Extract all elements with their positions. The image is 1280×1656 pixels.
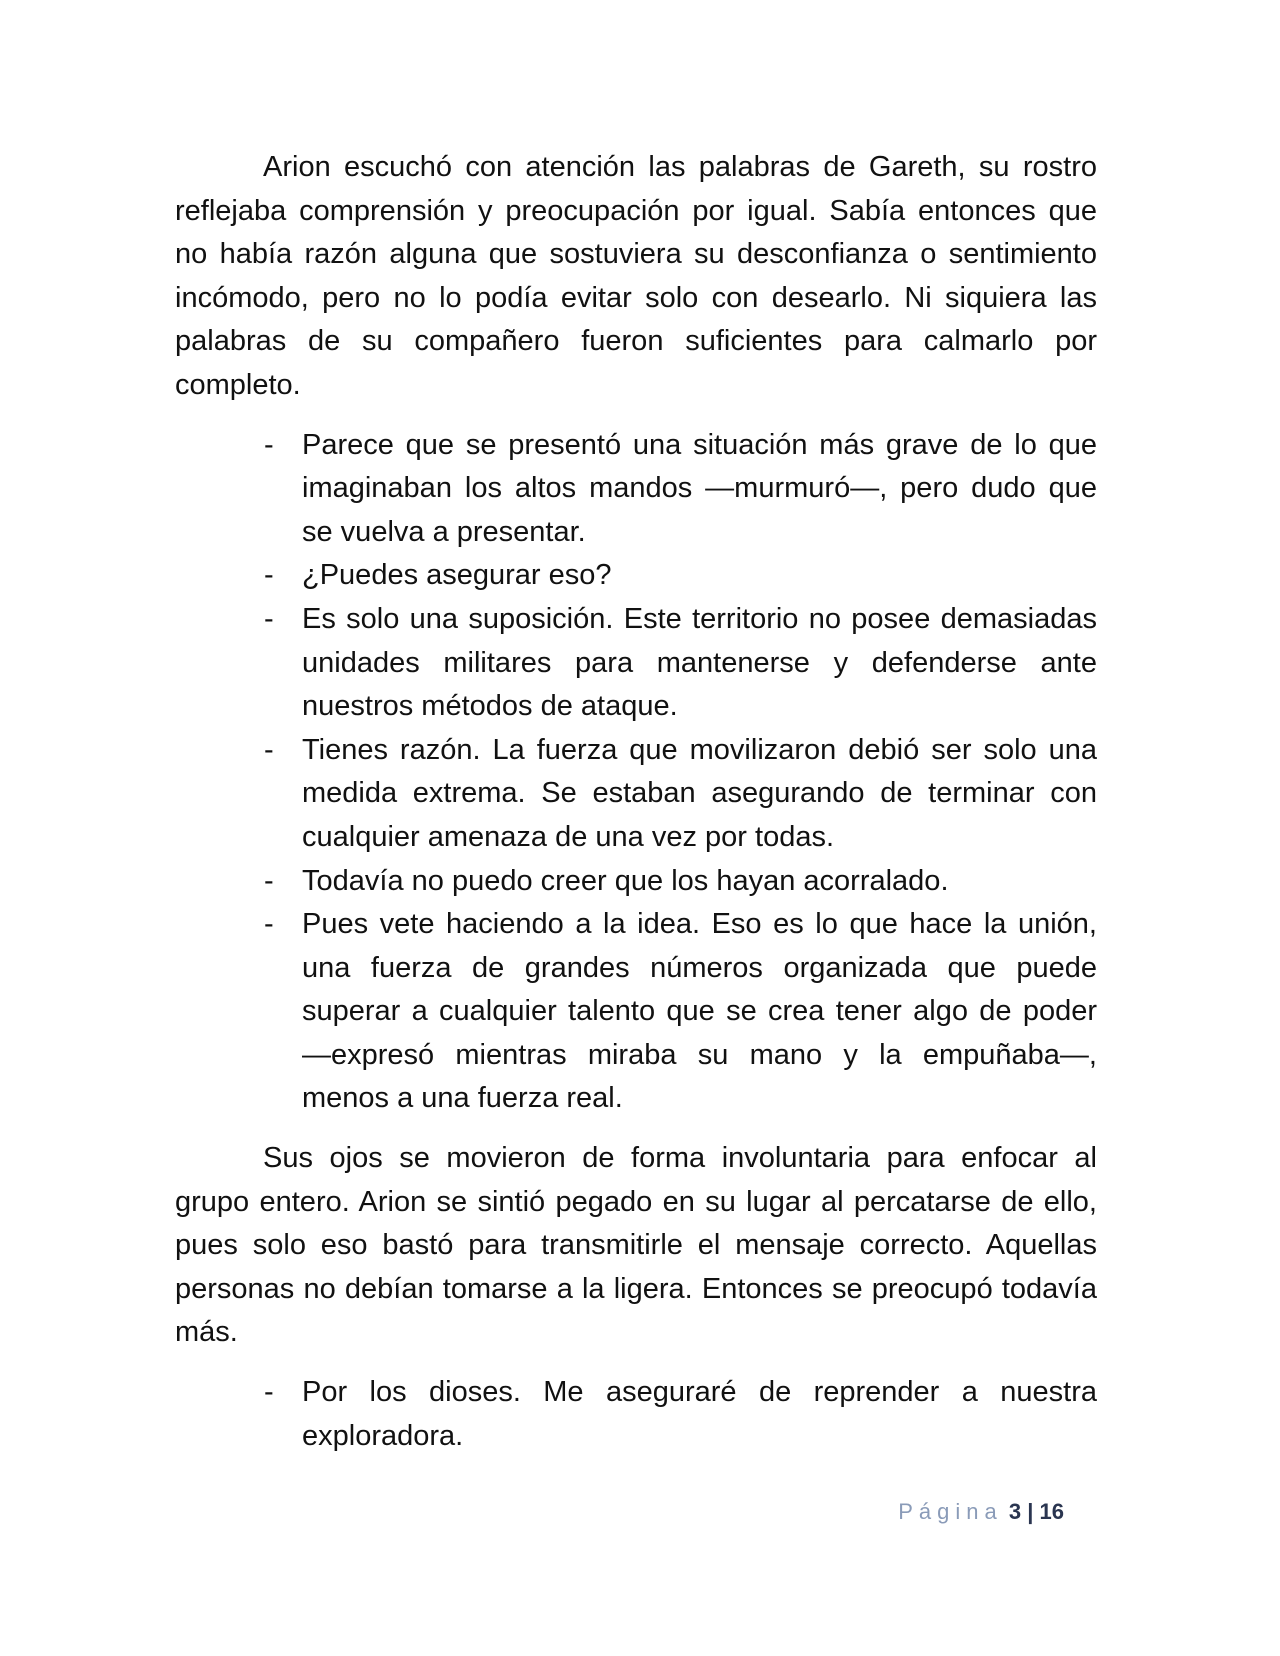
dialogue-line (175, 1371, 1097, 1458)
dialogue-text: Tienes razón. La fuerza que movilizaron debió ser solo una medida extrema. Se estaban asegurando de terminar con cualquier amenaza de una vez por todas. (302, 733, 1097, 853)
dialogue-text: Parece que se presentó una situación más grave de lo que imaginaban los altos mandos —murmuró—, pero dudo que se vuelva a presentar. (302, 428, 1097, 548)
dialogue-list (175, 424, 1097, 1122)
dash-marker: - (264, 1376, 274, 1409)
dialogue-text: Todavía no puedo creer que los hayan acorralado. (302, 864, 949, 897)
dash-marker: - (264, 602, 274, 635)
dialogue-text: Es solo una suposición. Este territorio no posee demasiadas unidades militares para mantenerse y defenderse ante nuestros métodos de ataque. (302, 602, 1097, 723)
paragraph: Arion escuchó con atención las palabras de Gareth, su rostro reflejaba comprensión y preocupación por igual. Sabía entonces que no había razón alguna que sostuviera su desconfianza o sentimiento incómodo, pero no lo podía evitar solo con desearlo. Ni siquiera las palabras de su compañero fueron suficientes para calmarlo por completo. (175, 151, 1097, 401)
body-text (175, 146, 1097, 1474)
dialogue-line (175, 598, 1097, 729)
page-separator: | (1027, 1499, 1034, 1524)
dash-marker: - (264, 864, 274, 897)
dialogue-text: Pues vete haciendo a la idea. Eso es lo que hace la unión, una fuerza de grandes números organizada que puede superar a cualquier talento que se crea tener algo de poder —expresó mientras miraba su mano y la empuñaba—, menos a una fuerza real. (302, 908, 1097, 1115)
dash-marker: - (264, 733, 274, 766)
dash-marker: - (264, 908, 274, 941)
paragraph: Sus ojos se movieron de forma involuntaria para enfocar al grupo entero. Arion se sintió pegado en su lugar al percatarse de ello, pues solo eso bastó para transmitirle el mensaje correcto. Aquellas personas no debían tomarse a la ligera. Entonces se preocupó todavía más. (175, 1142, 1097, 1349)
page-label: Página (898, 1499, 1003, 1524)
dialogue-list (175, 1371, 1097, 1458)
dialogue-line (175, 554, 1097, 598)
dialogue-line (175, 729, 1097, 860)
page-footer (898, 1498, 1064, 1526)
dash-marker: - (264, 559, 274, 592)
dialogue-line (175, 860, 1097, 904)
dialogue-line (175, 903, 1097, 1121)
dialogue-line (175, 424, 1097, 555)
dialogue-text: ¿Puedes asegurar eso? (302, 559, 612, 592)
dash-marker: - (264, 428, 274, 461)
dialogue-text: Por los dioses. Me aseguraré de reprender a nuestra exploradora. (302, 1376, 1097, 1452)
page-number: 3 (1008, 1499, 1022, 1524)
page-total: 16 (1039, 1499, 1064, 1524)
